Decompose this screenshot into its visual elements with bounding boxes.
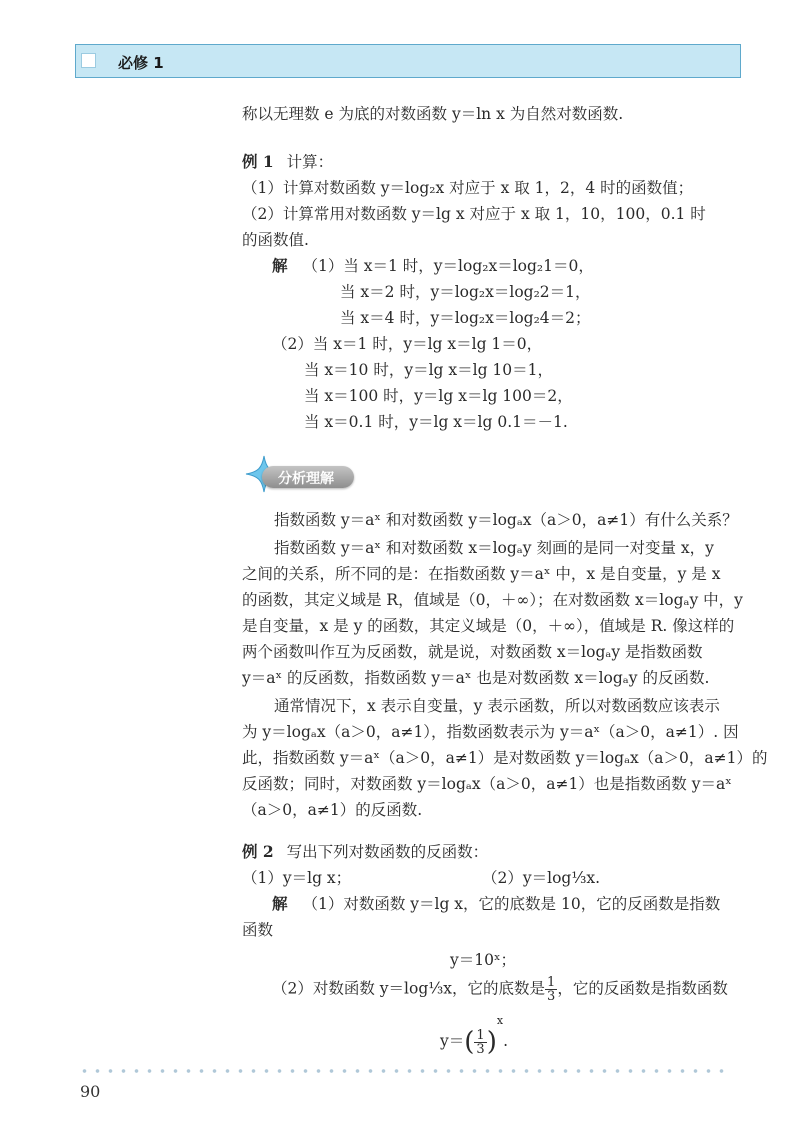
analysis-line-5: 两个函数叫作互为反函数，就是说，对数函数 x＝logₐy 是指数函数 — [242, 643, 703, 661]
fraction-one-third-2 — [474, 1029, 486, 1056]
example-1-question-1: （1）计算对数函数 y＝log₂x 对应于 x 取 1，2，4 时的函数值； — [242, 179, 694, 197]
example-2-question-1: （1）y＝lg x； — [242, 869, 352, 887]
example-1-title: 计算： — [286, 153, 334, 171]
solution-label-2: 解 — [272, 894, 288, 913]
inverse-line-3: 此，指数函数 y＝aˣ（a＞0，a≠1）是对数函数 y＝logₐx（a＞0，a≠1）的 — [242, 749, 768, 767]
solution-1-line-b: 当 x＝2 时，y＝log₂x＝log₂2＝1， — [340, 283, 591, 301]
example-2-solution-1-cont: 函数 — [242, 921, 274, 939]
solution-2-line-a: （2）当 x＝1 时，y＝lg x＝lg 1＝0， — [272, 335, 543, 353]
example-2-solution-2-text-b: ，它的反函数是指数函数 — [557, 979, 728, 998]
example-2-solution-1-text: （1）对数函数 y＝lg x，它的底数是 10，它的反函数是指数 — [302, 895, 721, 913]
paragraph-natural-log: 称以无理数 e 为底的对数函数 y＝ln x 为自然对数函数. — [242, 105, 624, 123]
example-2-formula-2: y＝( $\frac{1}{3}$ )$^x$. — [440, 1014, 509, 1057]
example-1-question-2-cont: 的函数值. — [242, 231, 309, 249]
solution-1-line-c: 当 x＝4 时，y＝log₂x＝log₂4＝2； — [340, 309, 591, 327]
example-2-label: 例 2 — [242, 842, 274, 861]
analysis-line-3: 的函数，其定义域是 R，值域是（0，＋∞）；在对数函数 x＝logₐy 中，y — [242, 591, 743, 609]
formula-2-prefix: y＝ — [440, 1032, 465, 1050]
analysis-line-2: 之间的关系，所不同的是：在指数函数 y＝aˣ 中，x 是自变量，y 是 x — [242, 565, 721, 583]
inverse-line-2: 为 y＝logₐx（a＞0，a≠1），指数函数表示为 y＝aˣ（a＞0，a≠1）. 因 — [242, 723, 739, 741]
example-2-solution-1 — [272, 892, 720, 914]
example-2-solution-2 — [272, 976, 728, 1003]
footer-dotted-divider — [78, 1068, 724, 1074]
solution-2-line-d: 当 x＝0.1 时，y＝lg x＝lg 0.1＝－1. — [304, 413, 568, 431]
example-2-title: 写出下列对数函数的反函数： — [286, 843, 489, 861]
solution-2-line-c: 当 x＝100 时，y＝lg x＝lg 100＝2， — [304, 387, 573, 405]
inverse-line-4: 反函数；同时，对数函数 y＝logₐx（a＞0，a≠1）也是指数函数 y＝aˣ — [242, 775, 732, 793]
fraction-one-third — [545, 976, 557, 1003]
example-1-question-2: （2）计算常用对数函数 y＝lg x 对应于 x 取 1，10，100，0.1 时 — [242, 205, 706, 223]
analysis-badge — [244, 454, 356, 494]
fraction-denominator: 3 — [547, 989, 556, 1004]
example-1-heading — [242, 150, 333, 172]
example-2-solution-2-text: （2）对数函数 y＝log⅓x，它的底数是 — [272, 979, 546, 998]
example-2-heading — [242, 840, 488, 862]
analysis-line-6: y＝aˣ 的反函数，指数函数 y＝aˣ 也是对数函数 x＝logₐy 的反函数. — [242, 669, 710, 687]
chapter-title: 必修 1 — [118, 54, 164, 72]
example-2-formula-1: y＝10ˣ； — [450, 951, 517, 969]
example-2-question-2: （2）y＝log⅓x. — [482, 869, 601, 887]
analysis-badge-pill — [262, 466, 354, 488]
solution-2-line-b: 当 x＝10 时，y＝lg x＝lg 10＝1， — [304, 361, 554, 379]
analysis-badge-label: 分析理解 — [278, 471, 334, 487]
question-paragraph: 指数函数 y＝aˣ 和对数函数 y＝logₐx（a＞0，a≠1）有什么关系？ — [274, 511, 738, 529]
chapter-header-bar — [75, 44, 741, 78]
fraction-denominator-2: 3 — [476, 1041, 485, 1057]
exponent-x: x — [496, 1014, 504, 1027]
fraction-numerator-2: 1 — [476, 1027, 485, 1043]
fraction-numerator: 1 — [547, 975, 556, 990]
solution-text: （1）当 x＝1 时，y＝log₂x＝log₂1＝0， — [302, 257, 594, 275]
header-square-icon — [81, 53, 96, 68]
inverse-line-1: 通常情况下，x 表示自变量，y 表示函数，所以对数函数应该表示 — [274, 697, 720, 715]
example-1-label: 例 1 — [242, 152, 274, 171]
inverse-line-5: （a＞0，a≠1）的反函数. — [242, 801, 423, 819]
solution-1-line-a — [272, 254, 594, 276]
formula-2-end: . — [503, 1032, 509, 1050]
solution-label: 解 — [272, 256, 288, 275]
analysis-line-1: 指数函数 y＝aˣ 和对数函数 x＝logₐy 刻画的是同一对变量 x，y — [274, 539, 714, 557]
page-number: 90 — [80, 1082, 101, 1101]
analysis-line-4: 是自变量，x 是 y 的函数，其定义域是（0，＋∞），值域是 R. 像这样的 — [242, 617, 735, 635]
